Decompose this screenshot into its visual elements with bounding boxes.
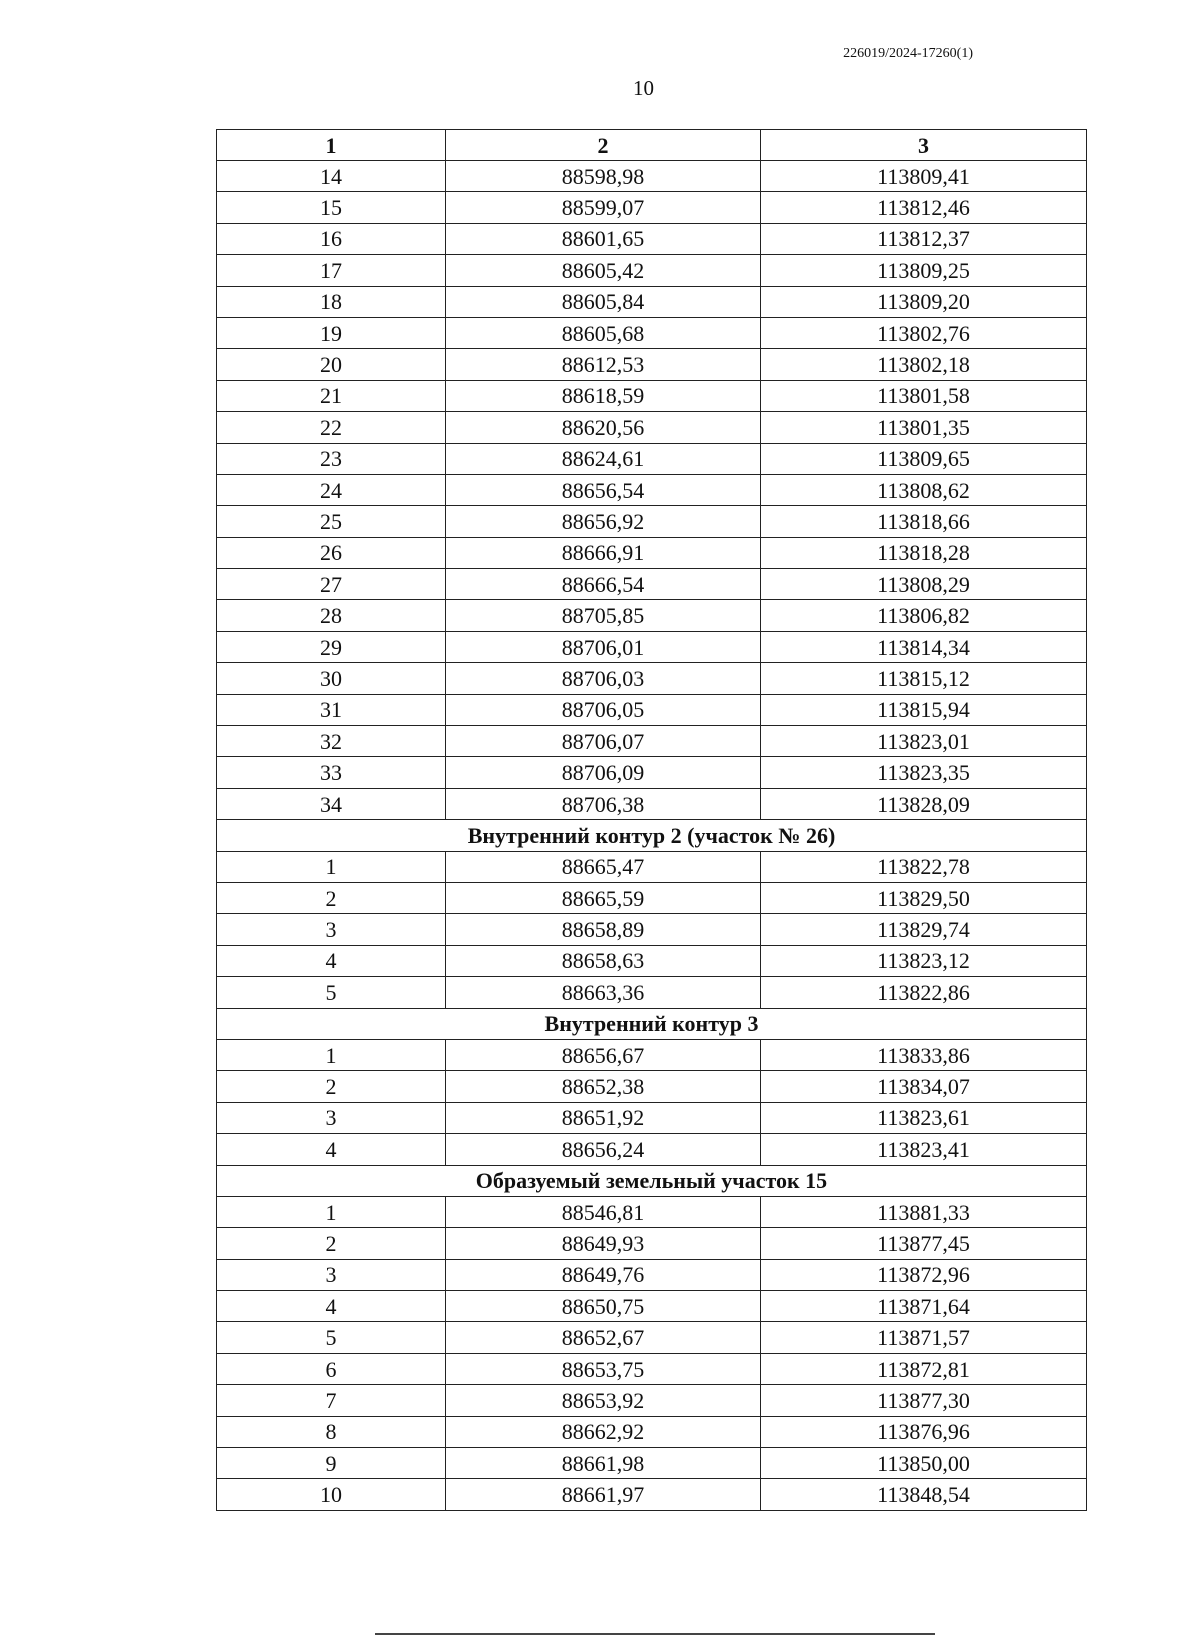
point-number-cell: 27 [217, 569, 446, 600]
x-coordinate-cell: 88665,59 [446, 882, 761, 913]
y-coordinate-cell: 113802,76 [761, 317, 1087, 348]
y-coordinate-cell: 113812,46 [761, 192, 1087, 223]
x-coordinate-cell: 88601,65 [446, 223, 761, 254]
x-coordinate-cell: 88658,63 [446, 945, 761, 976]
point-number-cell: 2 [217, 882, 446, 913]
y-coordinate-cell: 113848,54 [761, 1479, 1087, 1510]
point-number-cell: 31 [217, 694, 446, 725]
y-coordinate-cell: 113871,64 [761, 1291, 1087, 1322]
point-number-cell: 5 [217, 1322, 446, 1353]
table-row [217, 255, 1087, 286]
y-coordinate-cell: 113818,66 [761, 506, 1087, 537]
y-coordinate-cell: 113833,86 [761, 1039, 1087, 1070]
point-number-cell: 22 [217, 412, 446, 443]
y-coordinate-cell: 113823,35 [761, 757, 1087, 788]
x-coordinate-cell: 88706,05 [446, 694, 761, 725]
y-coordinate-cell: 113806,82 [761, 600, 1087, 631]
y-coordinate-cell: 113823,61 [761, 1102, 1087, 1133]
table-row [217, 1385, 1087, 1416]
y-coordinate-cell: 113808,29 [761, 569, 1087, 600]
table-row [217, 1322, 1087, 1353]
point-number-cell: 1 [217, 1196, 446, 1227]
x-coordinate-cell: 88624,61 [446, 443, 761, 474]
table-row [217, 412, 1087, 443]
table-row [217, 443, 1087, 474]
y-coordinate-cell: 113818,28 [761, 537, 1087, 568]
x-coordinate-cell: 88706,01 [446, 631, 761, 662]
point-number-cell: 26 [217, 537, 446, 568]
point-number-cell: 4 [217, 1134, 446, 1165]
y-coordinate-cell: 113823,01 [761, 726, 1087, 757]
point-number-cell: 1 [217, 1039, 446, 1070]
table-row [217, 1448, 1087, 1479]
header-cell-2: 2 [446, 130, 761, 161]
y-coordinate-cell: 113872,96 [761, 1259, 1087, 1290]
point-number-cell: 8 [217, 1416, 446, 1447]
section-heading-row [217, 1008, 1087, 1039]
header-cell-3: 3 [761, 130, 1087, 161]
table-row [217, 1479, 1087, 1510]
table-row [217, 569, 1087, 600]
x-coordinate-cell: 88605,42 [446, 255, 761, 286]
x-coordinate-cell: 88706,07 [446, 726, 761, 757]
point-number-cell: 21 [217, 380, 446, 411]
point-number-cell: 6 [217, 1353, 446, 1384]
point-number-cell: 1 [217, 851, 446, 882]
table-row [217, 882, 1087, 913]
y-coordinate-cell: 113829,50 [761, 882, 1087, 913]
table-row [217, 1039, 1087, 1070]
y-coordinate-cell: 113828,09 [761, 788, 1087, 819]
x-coordinate-cell: 88666,54 [446, 569, 761, 600]
y-coordinate-cell: 113872,81 [761, 1353, 1087, 1384]
point-number-cell: 3 [217, 1259, 446, 1290]
table-row [217, 537, 1087, 568]
x-coordinate-cell: 88605,84 [446, 286, 761, 317]
point-number-cell: 19 [217, 317, 446, 348]
section-heading-row [217, 820, 1087, 851]
table-row [217, 349, 1087, 380]
table-row [217, 286, 1087, 317]
table-row [217, 945, 1087, 976]
y-coordinate-cell: 113814,34 [761, 631, 1087, 662]
x-coordinate-cell: 88599,07 [446, 192, 761, 223]
x-coordinate-cell: 88706,38 [446, 788, 761, 819]
table-row [217, 631, 1087, 662]
table-row [217, 914, 1087, 945]
table-body [217, 161, 1087, 1511]
table-row [217, 600, 1087, 631]
x-coordinate-cell: 88618,59 [446, 380, 761, 411]
x-coordinate-cell: 88656,54 [446, 474, 761, 505]
y-coordinate-cell: 113871,57 [761, 1322, 1087, 1353]
y-coordinate-cell: 113809,20 [761, 286, 1087, 317]
table-row [217, 1416, 1087, 1447]
y-coordinate-cell: 113809,65 [761, 443, 1087, 474]
table-row [217, 788, 1087, 819]
table-row [217, 161, 1087, 192]
point-number-cell: 20 [217, 349, 446, 380]
y-coordinate-cell: 113876,96 [761, 1416, 1087, 1447]
table-row [217, 1353, 1087, 1384]
y-coordinate-cell: 113815,94 [761, 694, 1087, 725]
header-cell-1: 1 [217, 130, 446, 161]
table-row [217, 192, 1087, 223]
page-bottom-rule [375, 1633, 935, 1635]
point-number-cell: 29 [217, 631, 446, 662]
table-row [217, 977, 1087, 1008]
point-number-cell: 28 [217, 600, 446, 631]
point-number-cell: 2 [217, 1071, 446, 1102]
point-number-cell: 14 [217, 161, 446, 192]
point-number-cell: 2 [217, 1228, 446, 1259]
x-coordinate-cell: 88605,68 [446, 317, 761, 348]
x-coordinate-cell: 88620,56 [446, 412, 761, 443]
x-coordinate-cell: 88706,09 [446, 757, 761, 788]
point-number-cell: 34 [217, 788, 446, 819]
table-row [217, 663, 1087, 694]
section-heading: Внутренний контур 2 (участок № 26) [217, 820, 1087, 851]
table-row [217, 726, 1087, 757]
x-coordinate-cell: 88705,85 [446, 600, 761, 631]
x-coordinate-cell: 88651,92 [446, 1102, 761, 1133]
table-row [217, 1259, 1087, 1290]
section-heading: Внутренний контур 3 [217, 1008, 1087, 1039]
point-number-cell: 3 [217, 914, 446, 945]
point-number-cell: 18 [217, 286, 446, 317]
table-row [217, 223, 1087, 254]
x-coordinate-cell: 88612,53 [446, 349, 761, 380]
point-number-cell: 3 [217, 1102, 446, 1133]
y-coordinate-cell: 113877,30 [761, 1385, 1087, 1416]
x-coordinate-cell: 88662,92 [446, 1416, 761, 1447]
x-coordinate-cell: 88652,67 [446, 1322, 761, 1353]
x-coordinate-cell: 88653,75 [446, 1353, 761, 1384]
point-number-cell: 4 [217, 1291, 446, 1322]
x-coordinate-cell: 88666,91 [446, 537, 761, 568]
point-number-cell: 32 [217, 726, 446, 757]
y-coordinate-cell: 113812,37 [761, 223, 1087, 254]
x-coordinate-cell: 88661,98 [446, 1448, 761, 1479]
y-coordinate-cell: 113808,62 [761, 474, 1087, 505]
point-number-cell: 17 [217, 255, 446, 286]
y-coordinate-cell: 113809,41 [761, 161, 1087, 192]
x-coordinate-cell: 88546,81 [446, 1196, 761, 1227]
table-row [217, 474, 1087, 505]
table-row [217, 1134, 1087, 1165]
x-coordinate-cell: 88598,98 [446, 161, 761, 192]
coordinates-table [216, 129, 1087, 1511]
point-number-cell: 25 [217, 506, 446, 537]
point-number-cell: 4 [217, 945, 446, 976]
point-number-cell: 23 [217, 443, 446, 474]
y-coordinate-cell: 113823,12 [761, 945, 1087, 976]
x-coordinate-cell: 88665,47 [446, 851, 761, 882]
section-heading: Образуемый земельный участок 15 [217, 1165, 1087, 1196]
point-number-cell: 30 [217, 663, 446, 694]
point-number-cell: 5 [217, 977, 446, 1008]
x-coordinate-cell: 88706,03 [446, 663, 761, 694]
y-coordinate-cell: 113822,86 [761, 977, 1087, 1008]
point-number-cell: 9 [217, 1448, 446, 1479]
point-number-cell: 7 [217, 1385, 446, 1416]
x-coordinate-cell: 88653,92 [446, 1385, 761, 1416]
x-coordinate-cell: 88656,24 [446, 1134, 761, 1165]
x-coordinate-cell: 88649,76 [446, 1259, 761, 1290]
table-row [217, 757, 1087, 788]
y-coordinate-cell: 113802,18 [761, 349, 1087, 380]
table-row [217, 851, 1087, 882]
page-number: 10 [633, 76, 654, 100]
y-coordinate-cell: 113801,35 [761, 412, 1087, 443]
y-coordinate-cell: 113801,58 [761, 380, 1087, 411]
y-coordinate-cell: 113834,07 [761, 1071, 1087, 1102]
x-coordinate-cell: 88656,92 [446, 506, 761, 537]
table-row [217, 506, 1087, 537]
table-row [217, 1196, 1087, 1227]
table-row [217, 380, 1087, 411]
y-coordinate-cell: 113809,25 [761, 255, 1087, 286]
table-row [217, 317, 1087, 348]
x-coordinate-cell: 88661,97 [446, 1479, 761, 1510]
point-number-cell: 24 [217, 474, 446, 505]
table-row [217, 1071, 1087, 1102]
x-coordinate-cell: 88663,36 [446, 977, 761, 1008]
table-row [217, 694, 1087, 725]
section-heading-row [217, 1165, 1087, 1196]
y-coordinate-cell: 113881,33 [761, 1196, 1087, 1227]
point-number-cell: 16 [217, 223, 446, 254]
x-coordinate-cell: 88649,93 [446, 1228, 761, 1259]
x-coordinate-cell: 88652,38 [446, 1071, 761, 1102]
doc-number: 226019/2024-17260(1) [843, 46, 973, 61]
point-number-cell: 10 [217, 1479, 446, 1510]
table-row [217, 1102, 1087, 1133]
table-row [217, 1291, 1087, 1322]
y-coordinate-cell: 113815,12 [761, 663, 1087, 694]
table-header-row [217, 130, 1087, 161]
table-row [217, 1228, 1087, 1259]
x-coordinate-cell: 88650,75 [446, 1291, 761, 1322]
y-coordinate-cell: 113822,78 [761, 851, 1087, 882]
point-number-cell: 33 [217, 757, 446, 788]
y-coordinate-cell: 113877,45 [761, 1228, 1087, 1259]
y-coordinate-cell: 113829,74 [761, 914, 1087, 945]
y-coordinate-cell: 113823,41 [761, 1134, 1087, 1165]
x-coordinate-cell: 88658,89 [446, 914, 761, 945]
y-coordinate-cell: 113850,00 [761, 1448, 1087, 1479]
point-number-cell: 15 [217, 192, 446, 223]
x-coordinate-cell: 88656,67 [446, 1039, 761, 1070]
